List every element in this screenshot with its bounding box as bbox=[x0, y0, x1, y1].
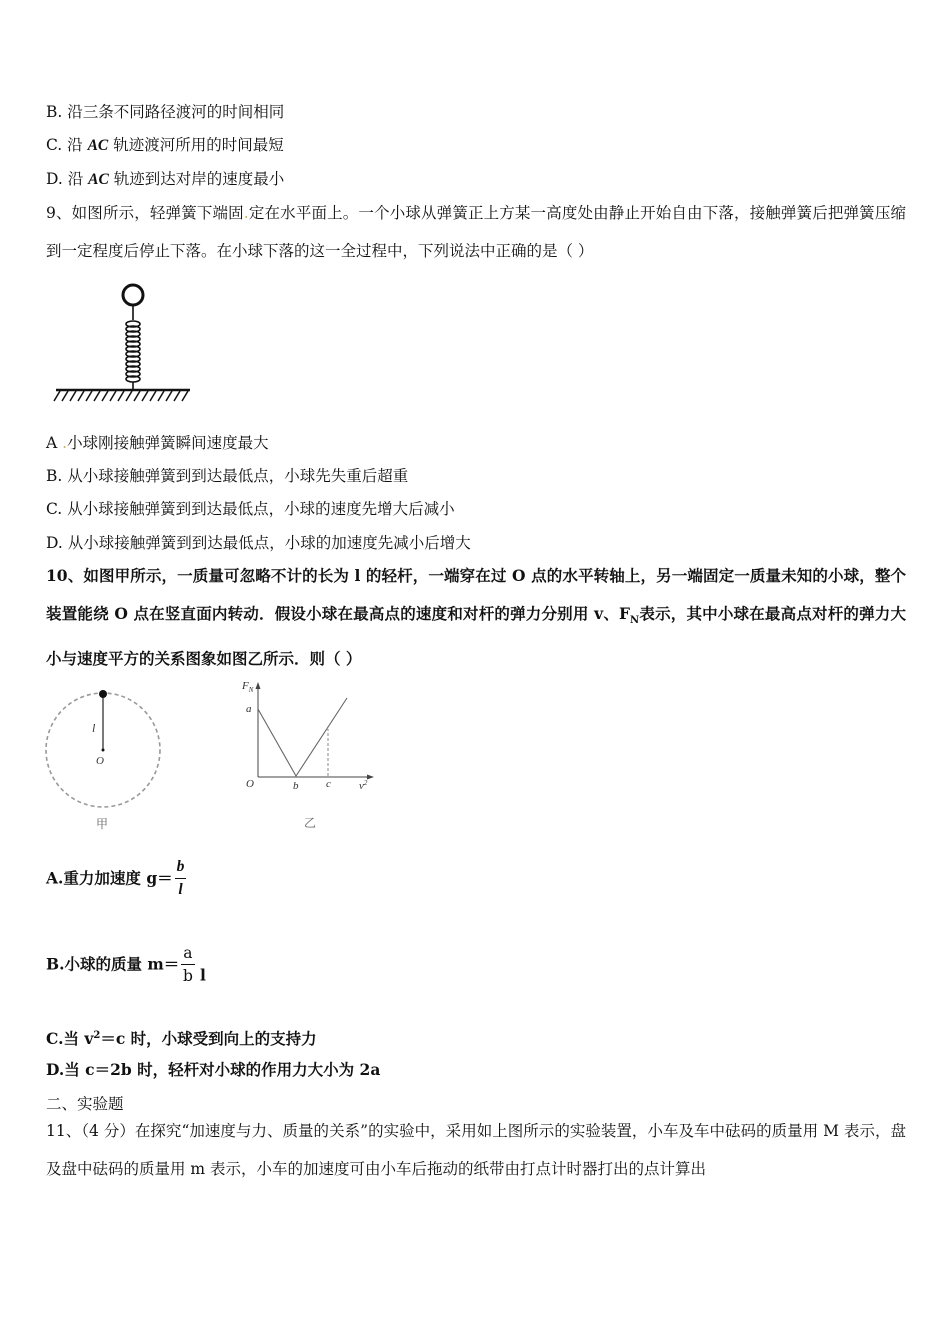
q10-option-a-den: l bbox=[178, 881, 183, 898]
q10-option-a bbox=[46, 856, 186, 901]
q10-option-c-sup: 2 bbox=[93, 1030, 101, 1041]
q10-option-b-suffix: l bbox=[194, 965, 206, 985]
q8-option-c-suffix: 轨迹渡河所用的时间最短 bbox=[108, 136, 284, 154]
x-axis-arrow-icon bbox=[367, 775, 374, 780]
q9-stem-part1: 9、如图所示，轻弹簧下端固 bbox=[46, 204, 244, 222]
q9-stem-part2: 定在水平面上。一个小球从弹簧正上方某一高度处由静止开始自由下落，接触弹簧后把弹簧压缩到一定程度后停止下落。在小球下落的这一全过程中，下列说法中正确的是（ ） bbox=[46, 204, 906, 260]
q10-stem bbox=[46, 557, 906, 678]
y-axis-arrow-icon bbox=[256, 682, 261, 689]
q8-option-d-prefix: D. 沿 bbox=[46, 170, 89, 188]
q9-option-a-prefix: A bbox=[46, 434, 58, 452]
ground-icon bbox=[54, 390, 190, 401]
q10-figure-yi bbox=[234, 672, 384, 832]
label-b: b bbox=[293, 780, 299, 792]
pivot-dot bbox=[102, 749, 105, 752]
q8-option-d-var: AC bbox=[88, 171, 109, 188]
q9-option-a-mark: . bbox=[62, 434, 68, 452]
q10-option-b-prefix: B.小球的质量 m＝ bbox=[46, 954, 180, 974]
q10-option-c bbox=[46, 1026, 317, 1049]
spring-icon bbox=[126, 306, 140, 390]
label-c: c bbox=[326, 778, 331, 790]
q10-figure-jia bbox=[42, 682, 172, 842]
label-l: l bbox=[92, 721, 96, 735]
label-a: a bbox=[246, 703, 252, 715]
q10-option-c-prefix: C.当 v bbox=[46, 1029, 94, 1049]
caption-jia: 甲 bbox=[96, 817, 109, 831]
q10-option-a-fraction bbox=[175, 856, 187, 901]
q8-option-c-var: AC bbox=[87, 137, 109, 154]
q10-option-b bbox=[46, 942, 206, 987]
ball-icon bbox=[123, 285, 143, 305]
q10-stem-sub: N bbox=[630, 615, 640, 627]
label-o: O bbox=[96, 755, 104, 767]
caption-yi: 乙 bbox=[304, 816, 317, 830]
section-title: 二、实验题 bbox=[46, 1095, 124, 1113]
q11-stem: 11、（4 分）在探究“加速度与力、质量的关系”的实验中，采用如上图所示的实验装置，小车及车中砝码的质量用 M 表示，盘及盘中砝码的质量用 m 表示，小车的加速度可由小车后拖动的纸带由打点计时器打出的点计算出 bbox=[46, 1122, 906, 1178]
q10-option-c-suffix: ＝c 时，小球受到向上的支持力 bbox=[100, 1029, 317, 1049]
q9-option-c: C. 从小球接触弹簧到到达最低点，小球的速度先增大后减小 bbox=[46, 500, 455, 518]
q8-option-c bbox=[46, 135, 284, 156]
q10-option-b-fraction bbox=[181, 942, 194, 987]
label-origin: O bbox=[246, 778, 254, 790]
graph-line bbox=[258, 698, 347, 776]
q9-stem-mark: . bbox=[243, 204, 249, 222]
q8-option-d bbox=[46, 169, 284, 190]
q9-spring-figure bbox=[52, 282, 202, 412]
q10-option-a-num: b bbox=[175, 856, 187, 879]
q10-option-b-num: a bbox=[181, 942, 194, 965]
q9-option-d: D. 从小球接触弹簧到到达最低点，小球的加速度先减小后增大 bbox=[46, 534, 471, 552]
q10-stem-part1: 10、如图甲所示，一质量可忽略不计的长为 l 的轻杆，一端穿在过 O 点的水平转轴上，另一端固定一质量未知的小球，整个装置能绕 O 点在竖直面内转动．假设小球在最高点的速度和对杆的弹力分别用 v、F bbox=[46, 566, 906, 623]
ball-dot bbox=[99, 690, 107, 698]
q8-option-b: B. 沿三条不同路径渡河的时间相同 bbox=[46, 103, 285, 121]
q9-option-a-text: 小球刚接触弹簧瞬间速度最大 bbox=[67, 434, 269, 452]
label-v2: $v^2$ bbox=[359, 779, 368, 792]
q9-stem bbox=[46, 194, 906, 270]
q10-option-b-den: b bbox=[182, 967, 193, 985]
q8-option-c-prefix: C. 沿 bbox=[46, 136, 88, 154]
q10-option-a-prefix: A.重力加速度 g＝ bbox=[46, 868, 173, 888]
q9-option-b: B. 从小球接触弹簧到到达最低点，小球先失重后超重 bbox=[46, 467, 409, 485]
q8-option-d-suffix: 轨迹到达对岸的速度最小 bbox=[108, 170, 285, 188]
q10-stem-part2: 表示，其中小球在最高点对杆的弹力大小与速度平方的关系图象如图乙所示．则（ ） bbox=[46, 604, 906, 669]
label-fn: $F_N$ bbox=[242, 680, 254, 694]
q10-option-d: D.当 c＝2b 时，轻杆对小球的作用力大小为 2a bbox=[46, 1060, 381, 1079]
q9-option-a bbox=[46, 433, 269, 453]
